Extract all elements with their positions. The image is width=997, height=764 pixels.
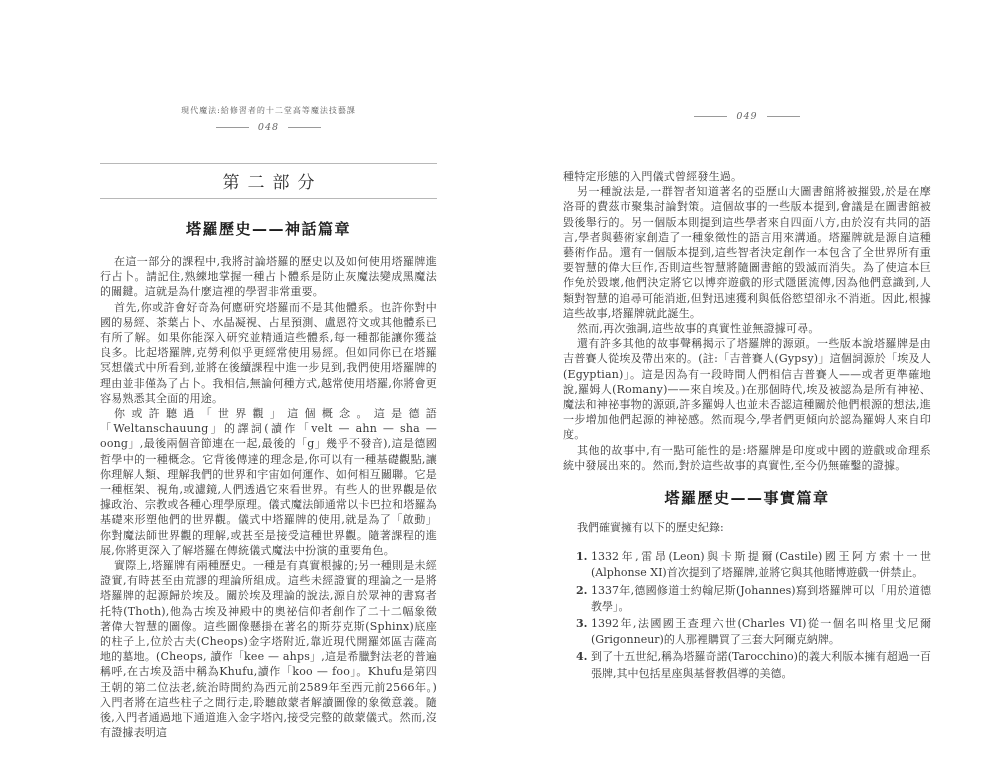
folio-dash-right — [288, 127, 321, 128]
part-divider — [100, 163, 437, 199]
folio-dash-left — [216, 127, 249, 128]
fact-item — [576, 649, 931, 681]
fact-item — [576, 549, 931, 581]
fact-text: 到了十五世紀,稱為塔羅奇諾(Tarocchino)的義大利版本擁有超過一百張牌,其中包括星座與基督教倡導的美德。 — [591, 650, 931, 680]
section-heading-facts: 塔羅歷史——事實篇章 — [664, 489, 830, 508]
section-heading-myth: 塔羅歷史——神話篇章 — [185, 220, 351, 238]
folio-dash-right — [767, 116, 800, 117]
paragraph: 另一種說法是,一群智者知道著名的亞歷山大圖書館將被摧毀,於是在摩洛哥的費茲市聚集討論對策。這個故事的一些版本提到,會議是在圖書館被毀後舉行的。另一個版本則提到這些學者來自四面八方,由於沒有共同的語言,學者與藝術家創造了一種象徵性的語言用來溝通。塔羅牌就是源自這種藝術作品。還有一個版本提到,這些智者決定創作一本包含了全世界所有重要智慧的偉大巨作,否則這些智慧將隨圖書館的毀滅而消失。為了使這本巨作免於毀壞,他們決定將它以博弈遊戲的形式隱匿流傳,因為他們意識到,人類對智慧的追尋可能消逝,但對迅速獲利與低俗慾望卻永不消逝。因此,根據這些故事,塔羅牌就此誕生。 — [563, 185, 931, 320]
paragraph: 在這一部分的課程中,我將討論塔羅的歷史以及如何使用塔羅牌進行占卜。請記住,熟練地掌握一種占卜體系是防止灰魔法變成黑魔法的關鍵。這就是為什麼這裡的學習非常重要。 — [100, 255, 437, 299]
paragraph-continuation: 種特定形態的入門儀式曾經發生過。 — [563, 170, 743, 183]
facts-list — [576, 549, 931, 682]
paragraph: 首先,你或許會好奇為何應研究塔羅而不是其他體系。也許你對中國的易經、茶葉占卜、水晶凝視、占星預測、盧恩符文或其他體系已有所了解。如果你能深入研究並精通這些體系,每一種都能讓你獲益良多。比起塔羅牌,克勞利似乎更經常使用易經。但如同你已在塔羅冥想儀式中所看到,並將在後續課程中進一步見到,我們使用塔羅牌的理由並非僅為了占卜。我相信,無論何種方式,越常使用塔羅,你將會更容易熟悉其全面的用途。 — [100, 300, 437, 405]
left-folio — [100, 121, 437, 133]
fact-number: 2. — [576, 583, 588, 597]
fact-number: 3. — [576, 617, 588, 631]
facts-intro: 我們確實擁有以下的歷史紀錄: — [577, 521, 724, 535]
left-page-number: 048 — [257, 121, 280, 133]
right-page-number: 049 — [736, 110, 758, 122]
fact-text: 1332年,雷昂(Leon)與卡斯提爾(Castile)國王阿方索十一世(Alphonse XI)首次提到了塔羅牌,並將它與其他賭博遊戲一併禁止。 — [591, 550, 931, 580]
right-page — [563, 105, 931, 683]
left-body-text — [100, 254, 437, 741]
fact-text: 1337年,德國修道士約翰尼斯(Johannes)寫到塔羅牌可以「用於道德教學」。 — [591, 583, 931, 613]
fact-number: 4. — [576, 650, 588, 664]
paragraph: 然而,再次強調,這些故事的真實性並無證據可尋。 — [577, 322, 820, 336]
part-title: 第二部分 — [222, 173, 323, 193]
right-body-text — [563, 169, 931, 473]
fact-number: 1. — [576, 550, 588, 564]
right-folio — [563, 110, 931, 122]
paragraph: 實際上,塔羅牌有兩種歷史。一種是有真實根據的;另一種則是未經證實,有時甚至由荒謬的理論所組成。這些未經證實的理論之一是將塔羅牌的起源歸於埃及。關於埃及理論的說法,源自於眾神的書寫者托特(Thoth),他為古埃及神殿中的奧祕信仰者創作了二十二幅象徵著偉大智慧的圖像。這些圖像懸掛在著名的斯芬克斯(Sphinx)底座的柱子上,位於古夫(Cheops)金字塔附近,靠近現代開羅郊區吉薩高地的墓地。(Cheops, 讀作「kee — ahps」,這是希臘對法老的普遍稱呼,在古埃及語中稱為Khufu,讀作「koo — foo」。Khufu是第四王朝的第二位法老,統治時間約為西元前2589年至西元前2566年。)入門者將在這些柱子之間行走,聆聽啟蒙者解讀圖像的象徵意義。隨後,入門者通過地下通道進入金字塔內,接受完整的啟蒙儀式。然而,沒有證據表明這 — [100, 559, 437, 740]
fact-item — [576, 616, 931, 648]
fact-text: 1392年,法國國王查理六世(Charles VI)從一個名叫格里戈尼爾(Grigonneur)的人那裡購買了三套大阿爾克納牌。 — [591, 617, 931, 647]
folio-dash-left — [694, 116, 727, 117]
paragraph: 還有許多其他的故事聲稱揭示了塔羅牌的源頭。一些版本說塔羅牌是由吉普賽人從埃及帶出來的。(註:「吉普賽人(Gypsy)」這個詞源於「埃及人(Egyptian)」。這是因為有一段時間人們相信吉普賽人——或者更準確地說,羅姆人(Romany)——來自埃及。)在那個時代,埃及被認為是所有神祕、魔法和神祕事物的源頭,許多羅姆人也並未否認這種關於他們根源的想法,進一步增加他們起源的神祕感。然而現今,學者們更傾向於認為羅姆人來自印度。 — [563, 337, 931, 442]
fact-item — [576, 583, 931, 615]
running-title: 現代魔法:給修習者的十二堂高等魔法技藝課 — [181, 106, 356, 115]
paragraph: 你或許聽過「世界觀」這個概念。這是德語「Weltanschauung」的譯詞(讀作「velt — ahn — sha — oong」,最後兩個音節連在一起,最後的「g」幾乎不發音),這是德國哲學中的一種概念。它背後傳達的理念是,你可以有一種基礎觀點,讓你理解人類、理解我們的世界和宇宙如何運作、如何相互關聯。它是一種框架、視角,或濾鏡,人們透過它來看世界。有些人的世界觀是依據政治、宗教或各種心理學原理。儀式魔法師通常以卡巴拉和塔羅為基礎來形塑他們的世界觀。儀式中塔羅牌的使用,就是為了「啟動」你對魔法師世界觀的理解,或甚至是接受這種世界觀。隨著課程的進展,你將更深入了解塔羅在傳統儀式魔法中扮演的重要角色。 — [100, 407, 437, 557]
left-page — [100, 105, 437, 741]
paragraph: 其他的故事中,有一點可能性的是:塔羅牌是印度或中國的遊戲或命理系統中發展出來的。然而,對於這些故事的真實性,至今仍無確鑿的證據。 — [563, 443, 931, 472]
